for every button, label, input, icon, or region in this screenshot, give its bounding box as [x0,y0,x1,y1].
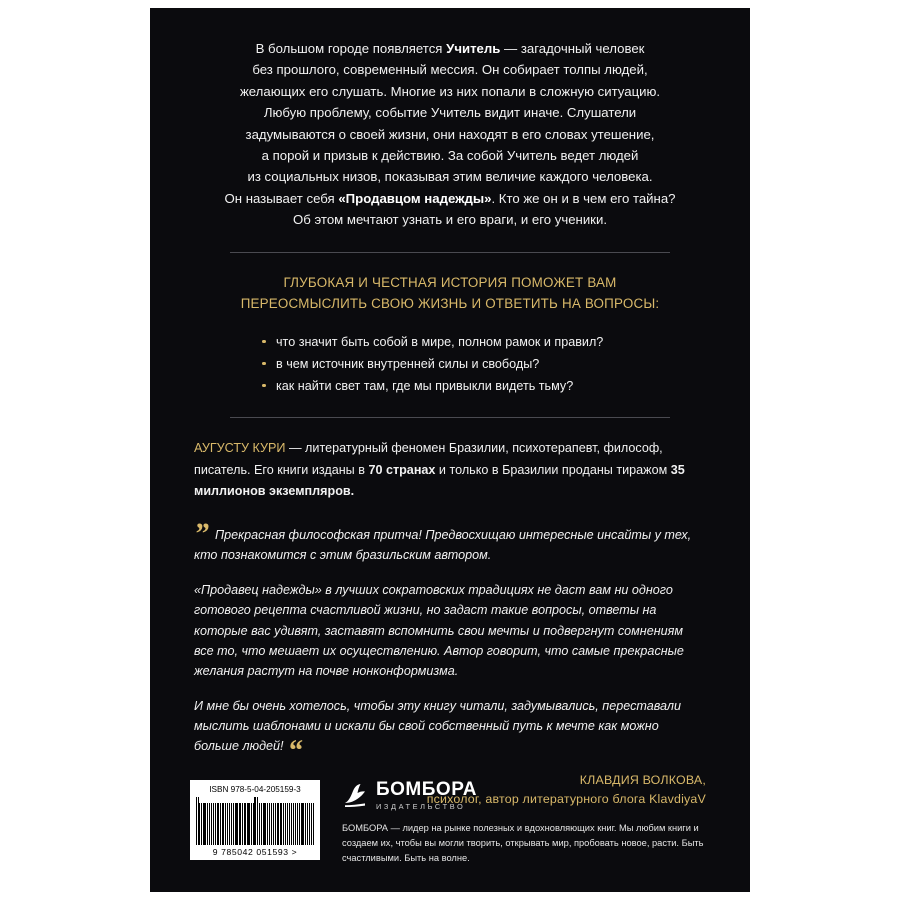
highlight-line-1: ГЛУБОКАЯ И ЧЕСТНАЯ ИСТОРИЯ ПОМОЖЕТ ВАМ [283,275,617,291]
publisher-logo-row [342,780,710,811]
synopsis-line: В большом городе появляется Учитель — загадочный человек [255,41,645,56]
bio-text-1: — литературный феномен Бразилии, психотерапевт, философ, писатель. Его книги изданы в [194,441,663,477]
divider-bottom [230,417,670,418]
synopsis-line: Он называет себя «Продавцом надежды». Кто же он и в чем его тайна? [224,190,676,206]
highlight-block [190,273,710,315]
list-item: что значит быть собой в мире, полном рамок и правил? [260,331,640,353]
book-back-cover [150,8,750,892]
bombora-logo-icon [342,782,368,808]
review-paragraph: «Продавец надежды» в лучших сократовских традициях не даст вам ни одного готового рецепта счастливой жизни, но задаст такие вопросы, ответы на которые вас удивят, заставят вспомнить свои мечты и подвергнут сомнениям все то, что мешает их осуществлению. Автор говорит, что самые прекрасные желания растут на почве нонконформизма. [194,582,684,679]
review-block [190,516,710,809]
divider-top [230,252,670,253]
question-list [260,331,640,397]
review-paragraph [194,696,706,768]
barcode-bars [196,797,314,845]
synopsis-line: а порой и призыв к действию. За собой Учитель ведет людей [261,147,639,163]
review-paragraph [194,516,706,566]
quote-open-icon: ” [194,516,209,550]
synopsis-line: без прошлого, современный мессия. Он собирает толпы людей, [252,62,648,78]
synopsis-line: из социальных низов, показывая этим величие каждого человека. [247,169,653,185]
list-item: как найти свет там, где мы привыкли видеть тьму? [260,375,640,397]
publisher-name: БОМБОРА [376,778,477,800]
publisher-block [342,780,710,866]
isbn-text: ISBN 978-5-04-205159-3 [209,784,301,794]
synopsis-line: задумываются о своей жизни, они находят в его словах утешение, [245,126,655,142]
bio-bold-2: 35 миллионов экземпляров. [194,462,685,499]
reviewer-name: КЛАВДИЯ ВОЛКОВА, [579,773,706,788]
reviewer-role: психолог, автор литературного блога KlavdiyaV [426,792,706,807]
synopsis-line: желающих его слушать. Многие из них попали в сложную ситуацию. [239,83,661,99]
list-item: в чем источник внутренней силы и свободы? [260,353,640,375]
synopsis-line: Об этом мечтают узнать и его враги, и его ученики. [293,212,607,227]
bio-bold-1: 70 странах [368,462,436,477]
synopsis-line: Любую проблему, событие Учитель видит иначе. Слушатели [263,105,637,121]
cover-footer [190,780,710,866]
bio-text-2: и только в Бразилии проданы тиражом [435,462,671,477]
barcode [190,780,320,860]
ean-digits: 9 785042 051593 > [212,846,298,857]
publisher-subtitle: ИЗДАТЕЛЬСТВО [376,801,466,811]
review-paragraph-text: И мне бы очень хотелось, чтобы эту книгу читали, задумывались, переставали мыслить шаблонами и искали бы свой собственный путь к мечте как можно больше людей! [194,698,681,754]
author-name: АУГУСТУ КУРИ [194,441,286,455]
review-paragraph-text: Прекрасная философская притча! Предвосхищаю интересные инсайты у тех, кто познакомится с этим бразильским автором. [194,527,692,563]
quote-close-icon: “ [287,734,303,768]
highlight-line-2: ПЕРЕОСМЫСЛИТЬ СВОЮ ЖИЗНЬ И ОТВЕТИТЬ НА ВОПРОСЫ: [240,296,660,312]
publisher-description: БОМБОРА — лидер на рынке полезных и вдохновляющих книг. Мы любим книги и создаем их, чтобы вы могли творить, открывать мир, пробовать новое, расти. Быть счастливыми. Быть на волне. [342,822,704,863]
synopsis-block [190,38,710,230]
author-bio [190,438,710,503]
